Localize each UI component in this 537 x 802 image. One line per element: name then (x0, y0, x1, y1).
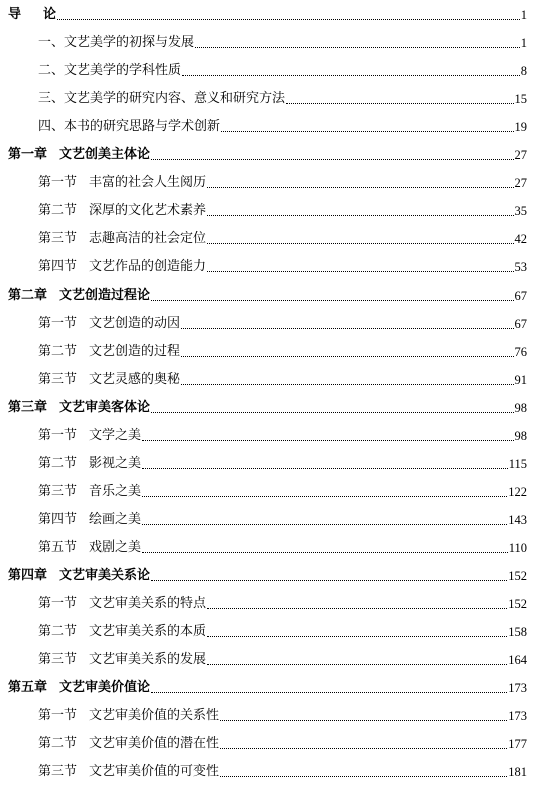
toc-chapter-number: 第二章 (8, 287, 48, 303)
toc-section-number: 第二节 (38, 624, 78, 640)
toc-entry-title: 影视之美 (89, 455, 142, 471)
toc-section-row[interactable] (0, 224, 537, 248)
toc-section-row[interactable] (0, 309, 537, 333)
toc-entry-title: 三、文艺美学的研究内容、意义和研究方法 (38, 91, 286, 107)
toc-entry-title: 文艺审美关系的特点 (89, 596, 207, 612)
toc-entry-label (8, 680, 150, 697)
toc-section-number: 第二节 (38, 343, 78, 359)
toc-leader-dots (286, 102, 513, 104)
toc-page-number: 91 (514, 372, 527, 387)
toc-leader-dots (220, 747, 507, 749)
toc-entry-title: 深厚的文化艺术素养 (89, 203, 207, 219)
toc-entry-title: 丰富的社会人生阅历 (89, 175, 207, 191)
toc-page-number: 53 (514, 260, 527, 275)
toc-section-row[interactable] (0, 589, 537, 613)
toc-chapter-row[interactable] (0, 673, 537, 697)
toc-chapter-row[interactable] (0, 140, 537, 164)
toc-entry-title: 文艺创造的过程 (89, 343, 181, 359)
toc-page-number: 164 (508, 653, 527, 668)
toc-entry-label (38, 175, 206, 192)
toc-entry-label (38, 259, 206, 276)
toc-leader-dots (181, 327, 513, 329)
toc-leader-dots (57, 18, 520, 20)
toc-entry-title: 二、文艺美学的学科性质 (38, 63, 182, 79)
toc-section-number: 第一节 (38, 315, 78, 331)
toc-leader-dots (220, 719, 507, 721)
toc-page-number: 35 (514, 204, 527, 219)
toc-entry-label (38, 736, 219, 753)
toc-page-number: 173 (508, 709, 527, 724)
toc-section-row[interactable] (0, 449, 537, 473)
toc-page-number: 8 (520, 64, 527, 79)
toc-entry-title: 四、本书的研究思路与学术创新 (38, 119, 221, 135)
toc-entry-label (38, 428, 141, 445)
toc-section-row[interactable] (0, 168, 537, 192)
toc-entry-title: 论 (43, 7, 57, 22)
toc-entry-title: 志趣高洁的社会定位 (89, 231, 207, 247)
toc-section-number: 第一节 (38, 708, 78, 724)
toc-leader-dots (207, 607, 507, 609)
toc-entry-label (38, 484, 141, 501)
toc-section-row[interactable] (0, 421, 537, 445)
toc-leader-dots (207, 663, 507, 665)
toc-entry-label (38, 231, 206, 248)
toc-entry-label (38, 652, 206, 669)
toc-section-row[interactable] (0, 196, 537, 220)
toc-leader-dots (220, 775, 507, 777)
toc-page-number: 158 (508, 625, 527, 640)
toc-leader-dots (207, 214, 513, 216)
toc-chapter-number: 第五章 (8, 680, 48, 696)
toc-section-row[interactable] (0, 84, 537, 108)
toc-entry-title: 文学之美 (89, 427, 142, 443)
toc-entry-title: 文艺审美客体论 (59, 399, 151, 415)
toc-page-number: 15 (514, 92, 527, 107)
toc-entry-title: 文艺审美关系论 (59, 568, 151, 583)
toc-entry-label (38, 372, 180, 389)
toc-page-number: 181 (508, 765, 527, 780)
toc-leader-dots (195, 46, 520, 48)
toc-entry-title: 文艺审美价值的可变性 (89, 764, 220, 780)
toc-chapter-row[interactable] (0, 561, 537, 585)
toc-entry-label (38, 203, 206, 220)
toc-section-row[interactable] (0, 337, 537, 361)
toc-leader-dots (181, 355, 513, 357)
toc-entry-label (38, 540, 141, 557)
toc-page-number: 143 (508, 512, 527, 527)
toc-leader-dots (142, 439, 513, 441)
toc-entry-label (38, 596, 206, 613)
toc-leader-dots (207, 635, 507, 637)
toc-page-number: 177 (508, 737, 527, 752)
toc-entry-label (8, 7, 56, 24)
toc-leader-dots (142, 551, 508, 553)
toc-entry-title: 文艺作品的创造能力 (89, 259, 207, 275)
toc-entry-title: 文艺创造的动因 (89, 315, 181, 331)
toc-entry-title: 音乐之美 (89, 483, 142, 499)
toc-section-number: 第三节 (38, 231, 78, 247)
toc-section-number: 第二节 (38, 203, 78, 219)
toc-chapter-row[interactable] (0, 0, 537, 24)
toc-page-number: 122 (508, 484, 527, 499)
toc-page-number: 67 (514, 316, 527, 331)
toc-chapter-row[interactable] (0, 281, 537, 305)
toc-page-number: 27 (514, 176, 527, 191)
toc-leader-dots (151, 158, 513, 160)
toc-page-number: 27 (514, 148, 527, 163)
toc-leader-dots (151, 299, 513, 301)
toc-entry-label (38, 35, 194, 52)
toc-page-number: 67 (514, 288, 527, 303)
toc-section-row[interactable] (0, 28, 537, 52)
toc-section-number: 第一节 (38, 427, 78, 443)
toc-section-number: 第一节 (38, 596, 78, 612)
toc-section-row[interactable] (0, 757, 537, 781)
toc-leader-dots (151, 691, 507, 693)
toc-leader-dots (142, 523, 507, 525)
toc-entry-label (8, 568, 150, 585)
toc-entry-label (38, 456, 141, 473)
toc-leader-dots (207, 242, 513, 244)
toc-entry-title: 文艺审美关系的本质 (89, 624, 207, 640)
toc-page-number: 42 (514, 232, 527, 247)
toc-page-number: 1 (520, 36, 527, 51)
toc-entry-title: 文艺审美价值论 (59, 680, 151, 696)
toc-section-number: 第四节 (38, 259, 78, 275)
toc-page-number: 115 (508, 456, 527, 471)
toc-entry-title: 文艺审美价值的潜在性 (89, 736, 220, 752)
toc-chapter-number: 第一章 (8, 147, 48, 163)
toc-page-number: 98 (514, 428, 527, 443)
toc-page-number: 1 (520, 8, 527, 22)
toc-entry-title: 绘画之美 (89, 511, 142, 527)
toc-leader-dots (151, 411, 513, 413)
toc-entry-title: 文艺灵感的奥秘 (89, 371, 181, 387)
toc-leader-dots (142, 467, 508, 469)
toc-page-number: 152 (508, 597, 527, 612)
toc-entry-label (38, 624, 206, 641)
toc-entry-label (38, 344, 180, 361)
toc-entry-label (38, 708, 219, 725)
toc-leader-dots (207, 270, 513, 272)
toc-leader-dots (142, 495, 507, 497)
toc-entry-label (38, 63, 181, 80)
toc-page-number: 110 (508, 540, 527, 555)
toc-page-number: 98 (514, 400, 527, 415)
toc-entry-label (38, 316, 180, 333)
toc-section-number: 第五节 (38, 539, 78, 555)
toc-section-number: 第三节 (38, 652, 78, 668)
toc-chapter-number: 第四章 (8, 568, 48, 583)
toc-page-number: 152 (508, 569, 527, 583)
toc-entry-label (38, 764, 219, 781)
toc-section-number: 第一节 (38, 175, 78, 191)
toc-entry-title: 戏剧之美 (89, 539, 142, 555)
toc-leader-dots (221, 130, 513, 132)
toc-section-row[interactable] (0, 477, 537, 501)
toc-entry-title: 文艺审美价值的关系性 (89, 708, 220, 724)
toc-section-number: 第三节 (38, 483, 78, 499)
toc-entry-title: 文艺创美主体论 (59, 147, 151, 163)
toc-section-number: 第二节 (38, 736, 78, 752)
toc-chapter-number: 第三章 (8, 399, 48, 415)
toc-leader-dots (207, 186, 513, 188)
toc-leader-dots (182, 74, 520, 76)
toc-section-row[interactable] (0, 729, 537, 753)
toc-section-number: 第四节 (38, 511, 78, 527)
toc-entry-title: 一、文艺美学的初探与发展 (38, 35, 195, 51)
toc-leader-dots (181, 383, 513, 385)
toc-chapter-row[interactable] (0, 393, 537, 417)
toc-section-row[interactable] (0, 56, 537, 80)
toc-page-number: 173 (508, 681, 527, 696)
toc-page-number: 19 (514, 120, 527, 135)
toc-entry-label (38, 119, 220, 136)
toc-section-row[interactable] (0, 365, 537, 389)
toc-section-row[interactable] (0, 617, 537, 641)
toc-chapter-number: 导 (8, 7, 22, 22)
toc-page-number: 76 (514, 344, 527, 359)
toc-section-row[interactable] (0, 701, 537, 725)
toc-entry-label (38, 91, 285, 108)
toc-section-number: 第三节 (38, 764, 78, 780)
toc-leader-dots (151, 579, 507, 581)
toc-section-number: 第二节 (38, 455, 78, 471)
toc-section-row[interactable] (0, 252, 537, 276)
toc-entry-title: 文艺创造过程论 (59, 287, 151, 303)
toc-entry-label (38, 512, 141, 529)
toc-entry-title: 文艺审美关系的发展 (89, 652, 207, 668)
toc-entry-label (8, 288, 150, 305)
toc-section-row[interactable] (0, 505, 537, 529)
toc-entry-label (8, 400, 150, 417)
toc-section-row[interactable] (0, 112, 537, 136)
toc-section-row[interactable] (0, 645, 537, 669)
toc-section-number: 第三节 (38, 371, 78, 387)
toc-entry-label (8, 147, 150, 164)
toc-section-row[interactable] (0, 533, 537, 557)
